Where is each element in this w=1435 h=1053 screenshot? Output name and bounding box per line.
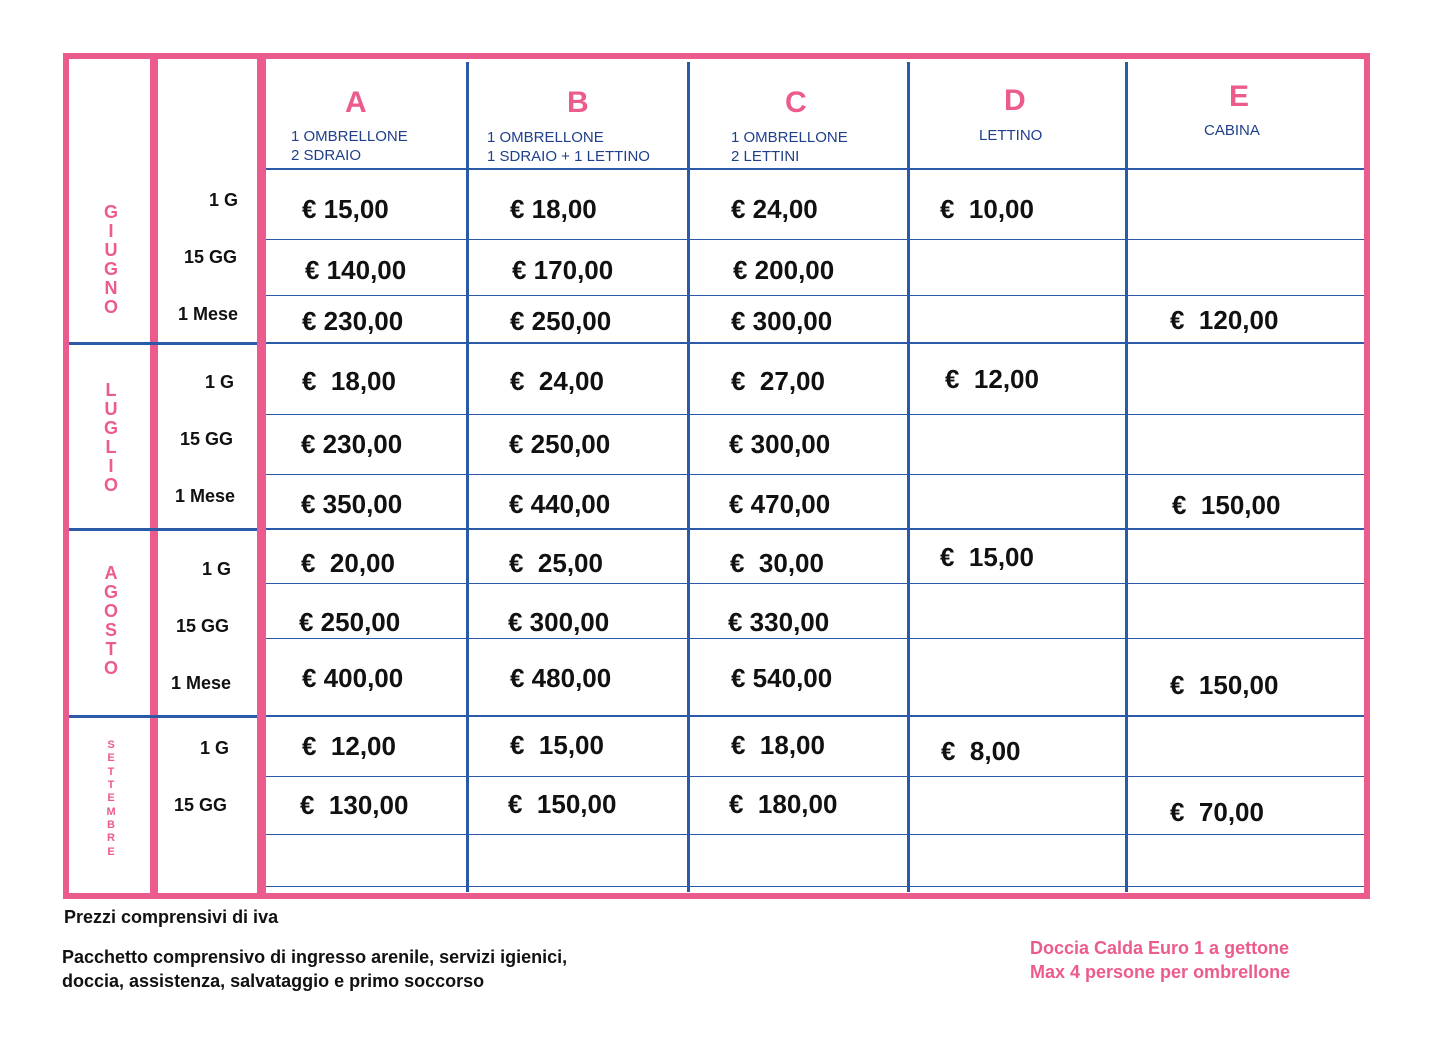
- price-cell: € 24,00: [731, 194, 818, 224]
- column-letter: C: [785, 86, 807, 119]
- price-cell: € 27,00: [731, 366, 825, 396]
- price-cell: € 300,00: [508, 607, 610, 637]
- price-cell: € 8,00: [941, 736, 1021, 766]
- price-cell: € 540,00: [731, 663, 833, 693]
- month-separator: [69, 342, 257, 345]
- period-label: 15 GG: [184, 247, 238, 267]
- month-name: GIUGNO: [104, 202, 119, 317]
- price-cell: € 150,00: [1172, 490, 1281, 520]
- column-desc: 1 OMBRELLONE: [291, 128, 408, 145]
- price-cell: € 18,00: [731, 730, 825, 760]
- price-cell: € 250,00: [510, 306, 612, 336]
- column-divider-cd: [907, 62, 910, 892]
- price-cell: € 250,00: [509, 429, 611, 459]
- period-label: 1 G: [209, 190, 239, 210]
- price-cell: € 24,00: [510, 366, 604, 396]
- column-divider-de: [1125, 62, 1128, 892]
- price-cell: € 150,00: [508, 789, 617, 819]
- column-desc: 1 SDRAIO + 1 LETTINO: [487, 148, 650, 165]
- price-cell: € 20,00: [301, 548, 395, 578]
- price-cell: € 200,00: [733, 255, 835, 285]
- row-line: [266, 474, 1364, 475]
- column-letter: E: [1229, 80, 1250, 113]
- month-name: LUGLIO: [104, 379, 119, 495]
- month-label-luglio: [69, 375, 153, 500]
- column-desc: 2 LETTINI: [731, 148, 800, 165]
- row-line: [266, 583, 1364, 584]
- price-cell: € 250,00: [299, 607, 401, 637]
- period-label: 15 GG: [176, 616, 230, 636]
- period-label: 1 Mese: [171, 673, 232, 693]
- price-cell: € 15,00: [302, 194, 389, 224]
- price-cell: € 170,00: [512, 255, 614, 285]
- price-cell: € 180,00: [729, 789, 838, 819]
- column-desc: CABINA: [1204, 122, 1260, 139]
- row-line: [266, 776, 1364, 777]
- column-desc: 2 SDRAIO: [291, 147, 362, 164]
- price-cell: € 130,00: [300, 790, 409, 820]
- column-desc: 1 OMBRELLONE: [731, 129, 848, 146]
- price-cell: € 10,00: [940, 194, 1034, 224]
- price-cell: € 150,00: [1170, 670, 1279, 700]
- period-label: 15 GG: [180, 429, 234, 449]
- shower-note: Doccia Calda Euro 1 a gettone: [1030, 938, 1290, 958]
- row-line: [266, 239, 1364, 240]
- month-line: [266, 342, 1364, 344]
- package-note-line1: Pacchetto comprensivo di ingresso arenile, servizi igienici,: [62, 947, 568, 967]
- column-divider-bc: [687, 62, 690, 892]
- period-label: 1 Mese: [175, 486, 236, 506]
- column-letter: D: [1004, 84, 1026, 117]
- column-letter: A: [345, 86, 367, 119]
- vat-note: Prezzi comprensivi di iva: [64, 907, 279, 927]
- price-cell: € 15,00: [510, 730, 604, 760]
- price-cell: € 15,00: [940, 542, 1034, 572]
- row-line: [266, 638, 1364, 639]
- row-line: [266, 295, 1364, 296]
- package-note-line2: doccia, assistenza, salvataggio e primo soccorso: [62, 971, 485, 991]
- price-cell: € 12,00: [302, 731, 396, 761]
- row-line: [266, 414, 1364, 415]
- price-cell: € 18,00: [302, 366, 396, 396]
- row-line: [266, 834, 1364, 835]
- month-line: [266, 715, 1364, 717]
- column-desc: 1 OMBRELLONE: [487, 129, 604, 146]
- month-name: SETTEMBRE: [106, 739, 116, 858]
- price-cell: € 400,00: [302, 663, 404, 693]
- price-cell: € 18,00: [510, 194, 597, 224]
- price-cell: € 70,00: [1170, 797, 1264, 827]
- price-cell: € 330,00: [728, 607, 830, 637]
- month-name: AGOSTO: [104, 562, 119, 678]
- max-persons-note: Max 4 persone per ombrellone: [1030, 962, 1291, 982]
- price-cell: € 140,00: [305, 255, 407, 285]
- month-separator: [69, 715, 257, 718]
- price-cell: € 470,00: [729, 489, 831, 519]
- price-cell: € 30,00: [730, 548, 824, 578]
- column-desc: LETTINO: [979, 127, 1043, 144]
- row-line: [266, 886, 1364, 887]
- period-label: 1 G: [202, 559, 232, 579]
- price-cell: € 300,00: [731, 306, 833, 336]
- header-bottom-line: [266, 168, 1364, 170]
- price-cell: € 480,00: [510, 663, 612, 693]
- price-cell: € 300,00: [729, 429, 831, 459]
- price-cell: € 230,00: [301, 429, 403, 459]
- period-column-divider: [257, 53, 266, 899]
- price-cell: € 230,00: [302, 306, 404, 336]
- month-label-giugno: [69, 195, 153, 325]
- month-label-settembre: [69, 735, 153, 863]
- price-cell: € 12,00: [945, 364, 1039, 394]
- period-label: 1 G: [205, 372, 235, 392]
- price-cell: € 440,00: [509, 489, 611, 519]
- period-label: 1 Mese: [178, 304, 239, 324]
- period-label: 1 G: [200, 738, 230, 758]
- price-cell: € 120,00: [1170, 305, 1279, 335]
- month-separator: [69, 528, 257, 531]
- column-divider-ab: [466, 62, 469, 892]
- month-label-agosto: [69, 558, 153, 683]
- price-cell: € 350,00: [301, 489, 403, 519]
- period-label: 15 GG: [174, 795, 228, 815]
- price-cell: € 25,00: [509, 548, 603, 578]
- column-letter: B: [567, 86, 589, 119]
- month-line: [266, 528, 1364, 530]
